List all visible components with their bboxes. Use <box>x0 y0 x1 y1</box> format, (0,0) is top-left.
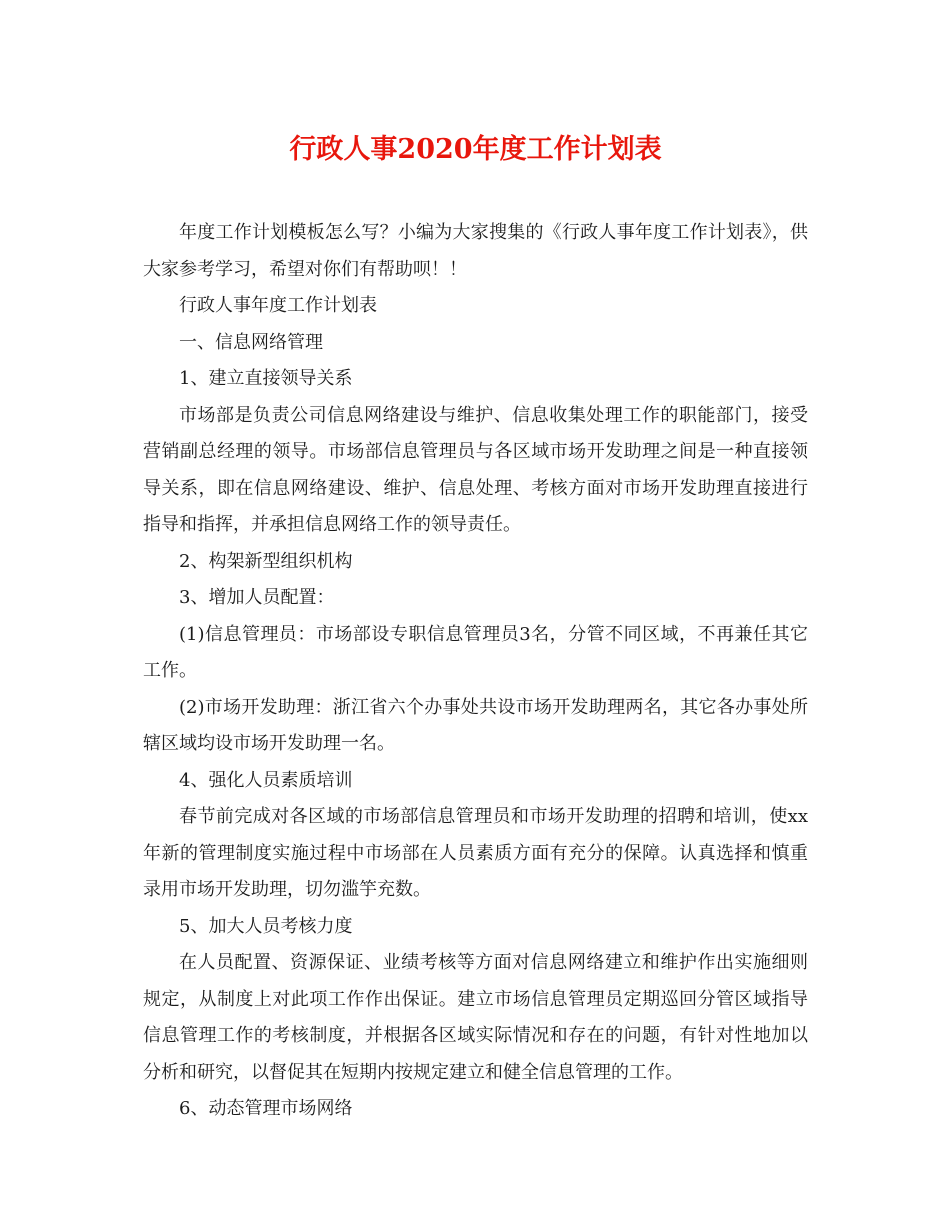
document-title: 行政人事2020年度工作计划表 <box>289 134 662 165</box>
paragraph-body: 市场部是负责公司信息网络建设与维护、信息收集处理工作的职能部门，接受营销副总经理的领导。市场部信息管理员与各区域市场开发助理之间是一种直接领导关系，即在信息网络建设、维护、信息处理、考核方面对市场开发助理直接进行指导和指挥，并承担信息网络工作的领导责任。 <box>143 404 808 535</box>
item-heading-4: 4、强化人员素质培训 <box>179 769 353 791</box>
paragraph-body: 在人员配置、资源保证、业绩考核等方面对信息网络建立和维护作出实施细则规定，从制度上对此项工作作出保证。建立市场信息管理员定期巡回分管区域指导信息管理工作的考核制度，并根据各区域实际情况和存在的问题，有针对性地加以分析和研究，以督促其在短期内按规定建立和健全信息管理的工作。 <box>143 952 808 1083</box>
section-heading-network: 一、信息网络管理 <box>179 331 323 353</box>
paragraph-subtitle: 行政人事年度工作计划表 <box>179 295 377 316</box>
paragraph-intro: 年度工作计划模板怎么写？小编为大家搜集的《行政人事年度工作计划表》，供大家参考学习，希望对你们有帮助呗！！ <box>143 222 808 280</box>
paragraph-body: (2)市场开发助理：浙江省六个办事处共设市场开发助理两名，其它各办事处所辖区域均设市场开发助理一名。 <box>143 696 808 754</box>
item-heading-1: 1、建立直接领导关系 <box>179 368 353 389</box>
item-heading-2: 2、构架新型组织机构 <box>179 550 353 572</box>
paragraph-body: 春节前完成对各区域的市场部信息管理员和市场开发助理的招聘和培训，使xx年新的管理制度实施过程中市场部在人员素质方面有充分的保障。认真选择和慎重录用市场开发助理，切勿滥竽充数。 <box>143 806 808 900</box>
document-page <box>143 130 808 1128</box>
item-heading-3: 3、增加人员配置： <box>179 587 335 608</box>
item-heading-5: 5、加大人员考核力度 <box>179 915 353 937</box>
paragraph-body: (1)信息管理员：市场部设专职信息管理员3名，分管不同区域，不再兼任其它工作。 <box>143 623 808 681</box>
item-heading-6: 6、动态管理市场网络 <box>179 1098 353 1119</box>
